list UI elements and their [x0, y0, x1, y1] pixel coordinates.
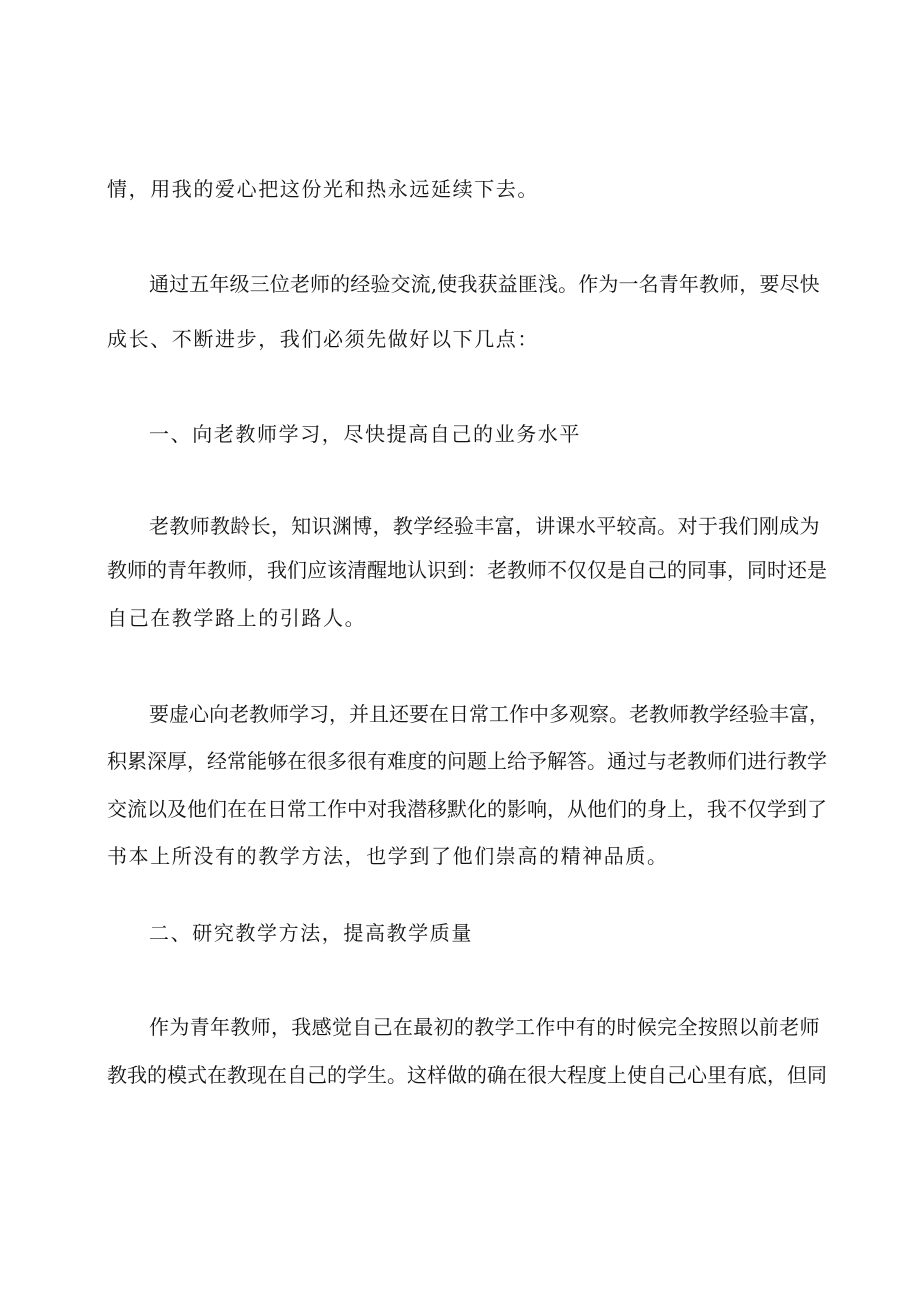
- paragraph-line: 教师的青年教师，我们应该清醒地认识到：老教师不仅仅是自己的同事，同时还是: [107, 558, 827, 582]
- paragraph-line: 积累深厚，经常能够在很多很有难度的问题上给予解答。通过与老教师们进行教学: [107, 749, 827, 773]
- paragraph-line: 老教师教龄长，知识渊博，教学经验丰富，讲课水平较高。对于我们刚成为: [149, 514, 820, 538]
- section-heading-1: 一、向老教师学习，尽快提高自己的业务水平: [149, 422, 581, 446]
- section-heading-2: 二、研究教学方法，提高教学质量: [149, 921, 473, 945]
- paragraph-line: 书本上所没有的教学方法，也学到了他们崇高的精神品质。: [107, 844, 669, 868]
- paragraph-line: 教我的模式在教现在自己的学生。这样做的确在很大程度上使自己心里有底，但同: [107, 1063, 827, 1087]
- paragraph-line: 要虚心向老教师学习，并且还要在日常工作中多观察。老教师教学经验丰富，: [149, 702, 829, 726]
- paragraph-continuation-line: 情，用我的爱心把这份光和热永远延续下去。: [107, 177, 539, 201]
- paragraph-line: 交流以及他们在在日常工作中对我潜移默化的影响，从他们的身上，我不仅学到了: [107, 797, 827, 821]
- paragraph-line: 作为青年教师，我感觉自己在最初的教学工作中有的时候完全按照以前老师: [149, 1015, 820, 1039]
- paragraph-line: 通过五年级三位老师的经验交流,使我获益匪浅。作为一名青年教师，要尽快: [149, 272, 820, 296]
- paragraph-line: 自己在教学路上的引路人。: [107, 606, 367, 630]
- paragraph-line: 成长、不断进步，我们必须先做好以下几点：: [107, 327, 539, 351]
